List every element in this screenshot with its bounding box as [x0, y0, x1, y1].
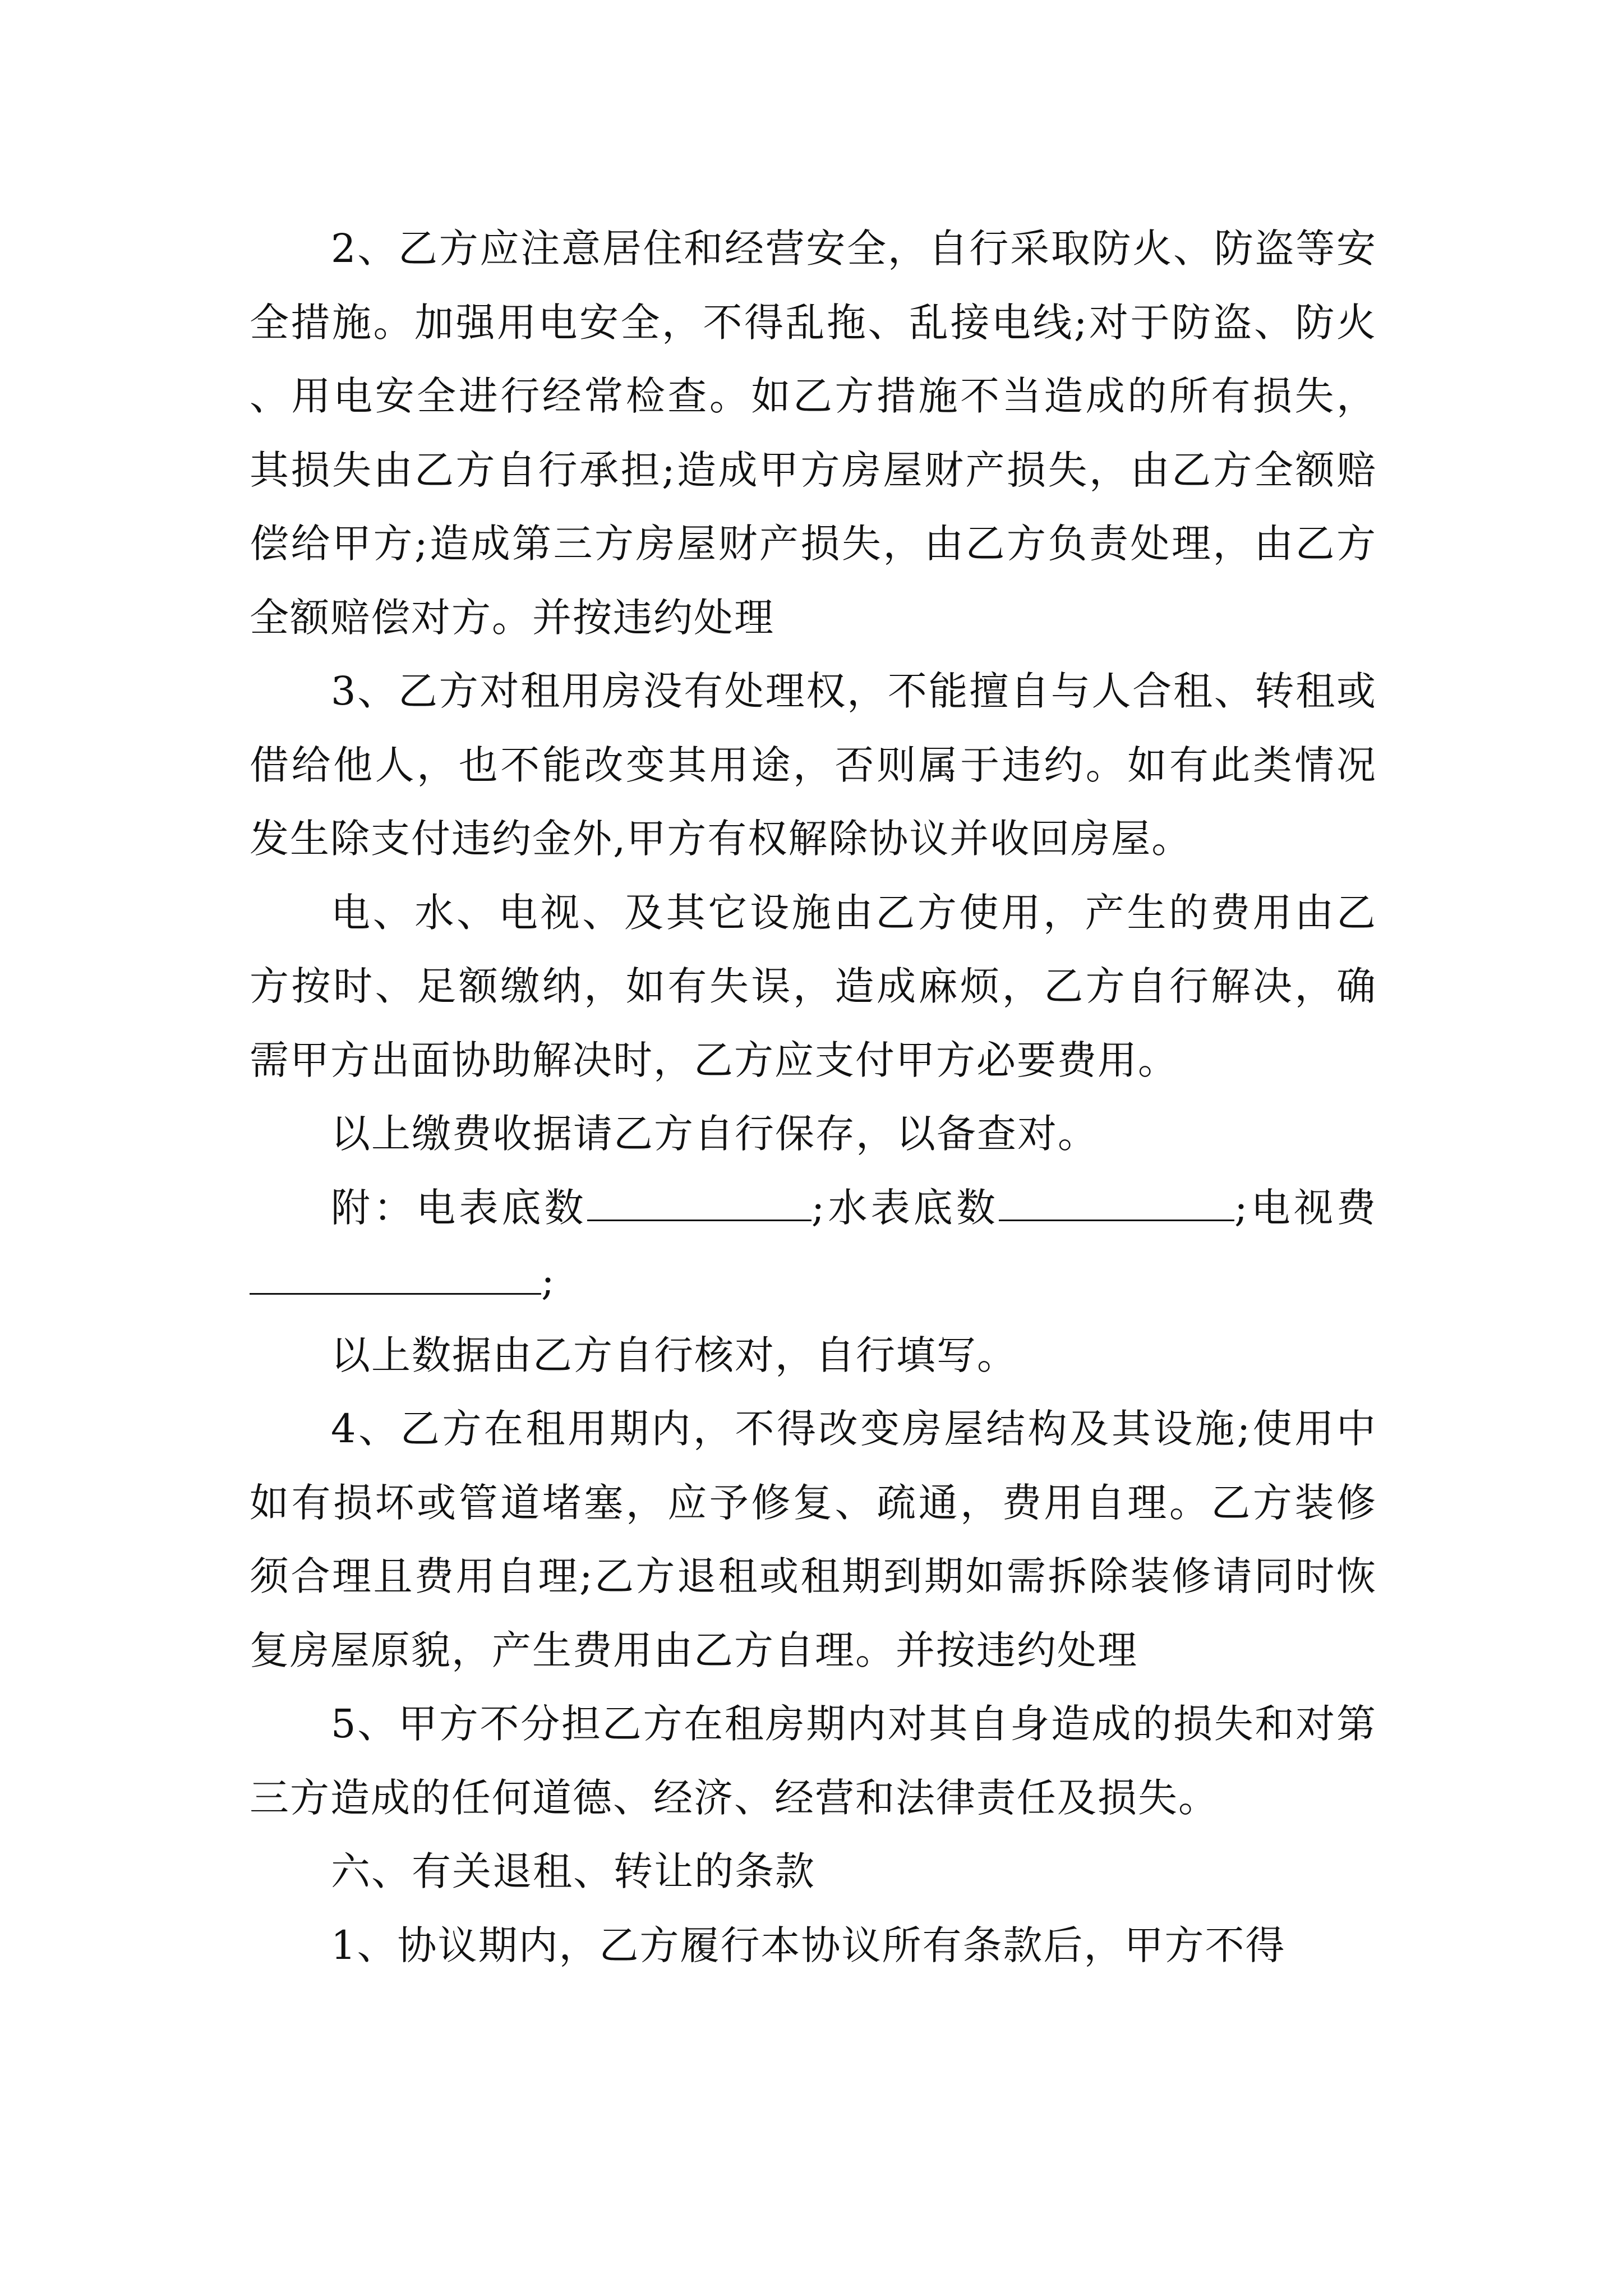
electric-meter-label: 附：电表底数 [331, 1184, 587, 1231]
clause-4-structure: 4、乙方在租用期内，不得改变房屋结构及其设施;使用中如有损坏或管道堵塞，应予修复、疏通，费用自理。乙方装修须合理且费用自理;乙方退租或租期到期如需拆除装修请同时恢复房屋原貌，产生费用由乙方自理。并按违约处理 [250, 1406, 1377, 1673]
electric-meter-blank [587, 1184, 811, 1221]
meter-line-end: ; [541, 1258, 556, 1304]
utilities-paragraph: 电、水、电视、及其它设施由乙方使用，产生的费用由乙方按时、足额缴纳，如有失误，造成麻烦，乙方自行解决，确需甲方出面协助解决时，乙方应支付甲方必要费用。 [250, 889, 1377, 1083]
meter-readings-line [250, 1171, 1377, 1319]
clause-2-safety: 2、乙方应注意居住和经营安全，自行采取防火、防盗等安全措施。加强用电安全，不得乱拖、乱接电线;对于防盗、防火、用电安全进行经常检查。如乙方措施不当造成的所有损失，其损失由乙方自行承担;造成甲方房屋财产损失，由乙方全额赔偿给甲方;造成第三方房屋财产损失，由乙方负责处理，由乙方全额赔偿对方。并按违约处理 [250, 226, 1377, 641]
water-meter-blank [999, 1184, 1234, 1221]
document-body [250, 212, 1377, 1982]
tv-fee-blank [250, 1258, 541, 1295]
clause-5-liability: 5、甲方不分担乙方在租房期内对其自身造成的损失和对第三方造成的任何道德、经济、经营和法律责任及损失。 [250, 1701, 1377, 1821]
receipts-paragraph: 以上缴费收据请乙方自行保存，以备查对。 [331, 1111, 1098, 1157]
water-meter-label: ;水表底数 [811, 1184, 999, 1231]
tv-fee-label: ;电视费 [1234, 1184, 1377, 1231]
section-6-heading: 六、有关退租、转让的条款 [331, 1848, 815, 1894]
data-verification-paragraph: 以上数据由乙方自行核对，自行填写。 [331, 1332, 1017, 1378]
clause-3-subletting: 3、乙方对租用房没有处理权，不能擅自与人合租、转租或借给他人，也不能改变其用途，否则属于违约。如有此类情况发生除支付违约金外,甲方有权解除协议并收回房屋。 [250, 668, 1377, 862]
section-6-clause-1: 1、协议期内，乙方履行本协议所有条款后，甲方不得 [331, 1922, 1286, 1968]
